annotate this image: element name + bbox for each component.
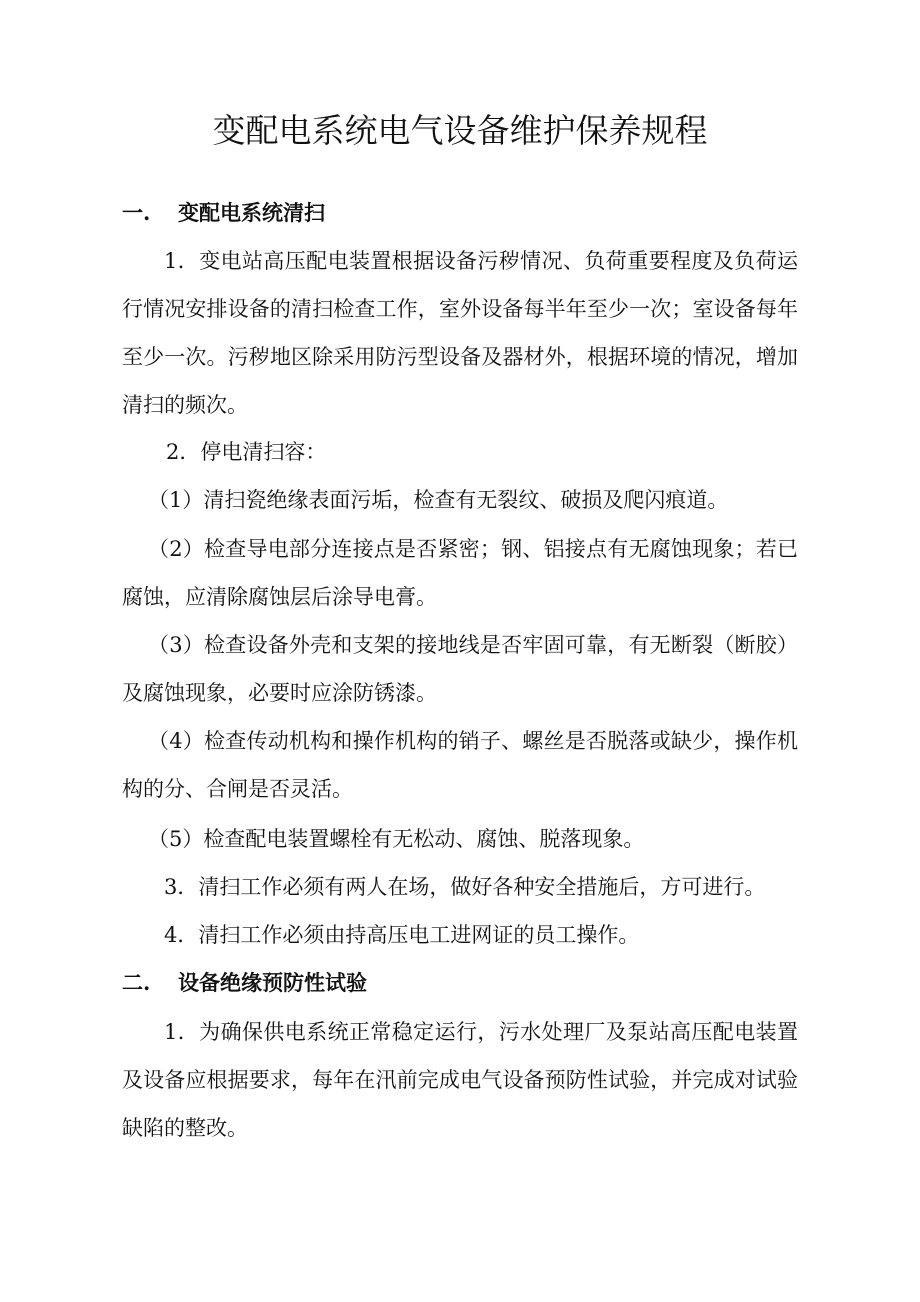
- section-2-number: 二.: [122, 970, 151, 995]
- section-1-sub-5: （5）检查配电装置螺栓有无松动、腐蚀、脱落现象。: [148, 827, 645, 851]
- section-1-sub-1: （1）清扫瓷绝缘表面污垢，检查有无裂纹、破损及爬闪痕道。: [148, 488, 729, 512]
- document-title: 变配电系统电气设备维护保养规程: [212, 111, 708, 150]
- section-1-heading: [122, 198, 325, 228]
- section-1-item-2: 2．停电清扫容：: [166, 440, 327, 464]
- section-2-heading: [122, 968, 367, 998]
- section-1-title: 变配电系统清扫: [178, 200, 325, 225]
- section-1-sub-3: （3）检查设备外壳和支架的接地线是否牢固可靠，有无断裂（断胶）及腐蚀现象，必要时应涂防锈漆。: [122, 633, 798, 705]
- section-1-item-4: 4．清扫工作必须由持高压电工进网证的员工操作。: [164, 923, 640, 947]
- section-1-sub-4: （4）检查传动机构和操作机构的销子、螺丝是否脱落或缺少，操作机构的分、合闸是否灵活。: [122, 729, 798, 801]
- section-1-sub-2: （2）检查导电部分连接点是否紧密；钢、铝接点有无腐蚀现象；若已腐蚀，应清除腐蚀层后涂导电膏。: [122, 537, 798, 609]
- section-2-title: 设备绝缘预防性试验: [178, 970, 367, 995]
- section-1-item-1: 1．变电站高压配电装置根据设备污秽情况、负荷重要程度及负荷运行情况安排设备的清扫检查工作，室外设备每半年至少一次；室设备每年至少一次。污秽地区除采用防污型设备及器材外，根据环境的情况，增加清扫的频次。: [122, 249, 798, 417]
- section-2-item-1: 1．为确保供电系统正常稳定运行，污水处理厂及泵站高压配电装置及设备应根据要求，每年在汛前完成电气设备预防性试验，并完成对试验缺陷的整改。: [122, 1020, 798, 1140]
- section-1-item-3: 3．清扫工作必须有两人在场，做好各种安全措施后，方可进行。: [164, 875, 766, 899]
- section-1-number: 一.: [122, 200, 151, 225]
